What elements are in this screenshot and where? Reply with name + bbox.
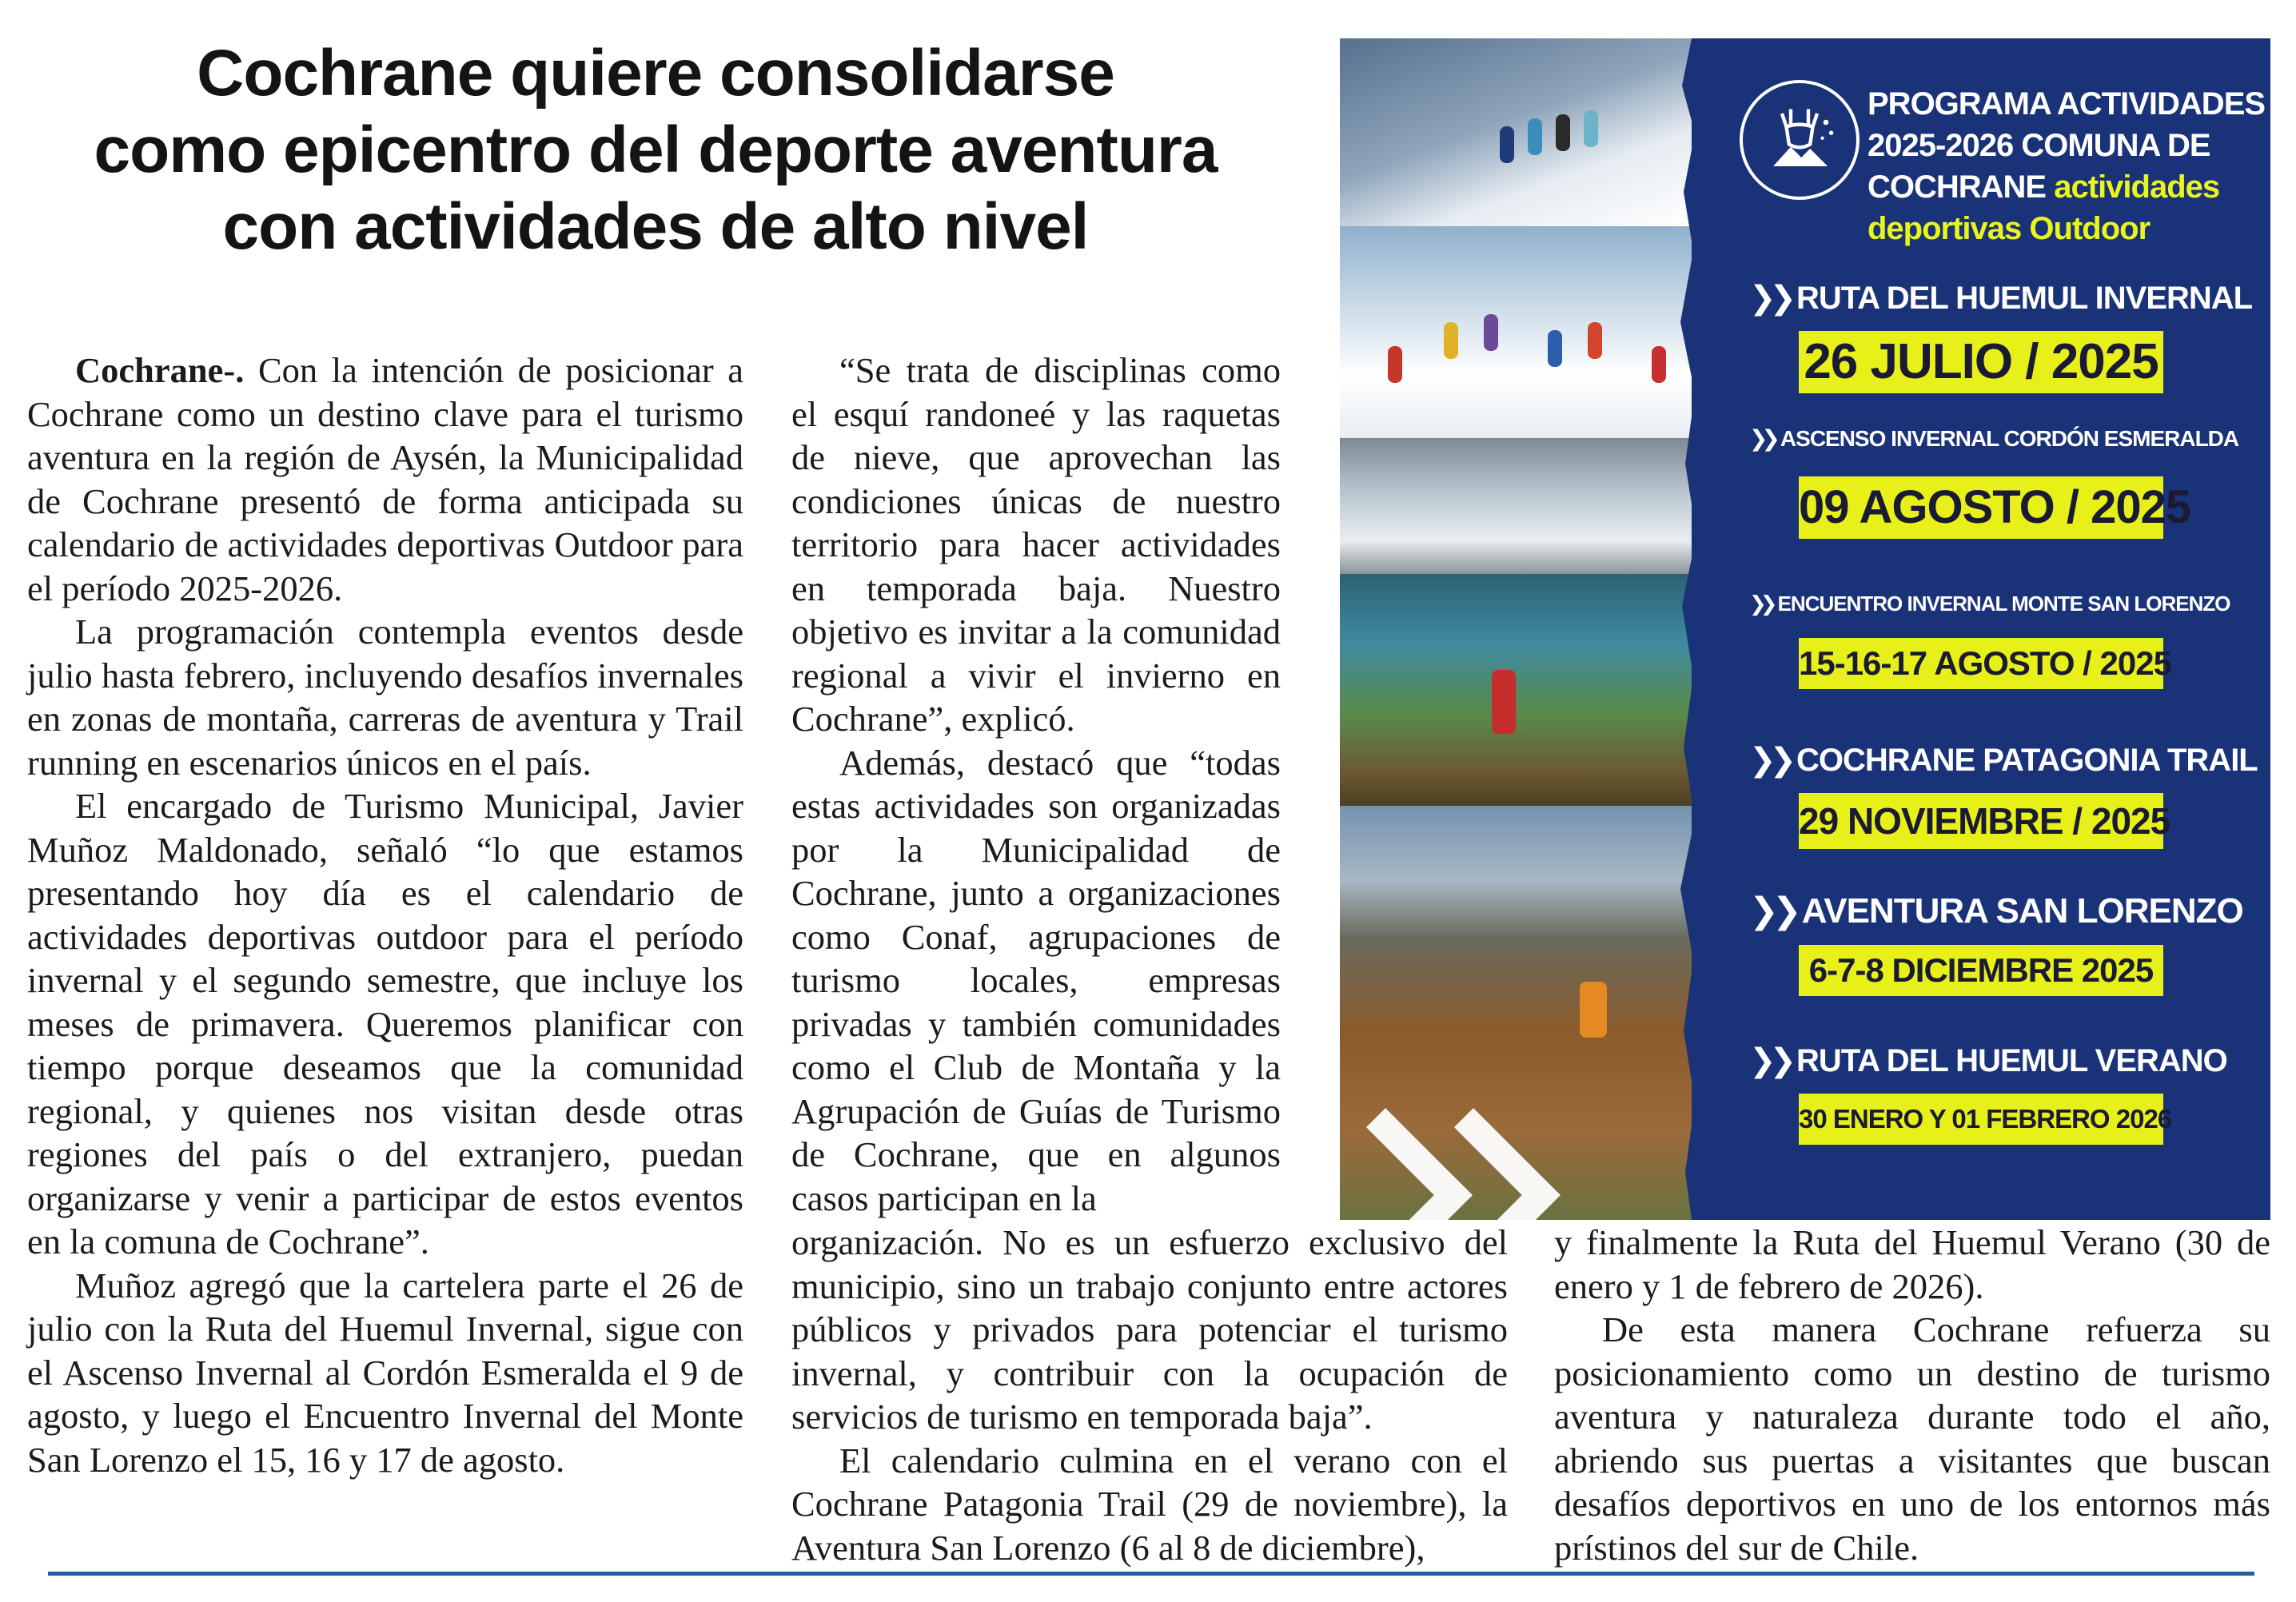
poster-title-cochrane: COCHRANE	[1867, 169, 2047, 205]
poster-title-subline: deportivas Outdoor	[1867, 211, 2151, 246]
event-name-text: COCHRANE PATAGONIA TRAIL	[1796, 743, 2258, 778]
article-paragraph: organización. No es un esfuerzo exclusivo del municipio, sino un trabajo conjunto entre actores públicos y privados para potenciar el turismo invernal, y contribuir con la ocupación de servicios de turismo en temporada baja”.	[791, 1222, 1508, 1437]
poster-title-line	[1867, 166, 2259, 208]
skier-figure	[1548, 330, 1562, 367]
event-date-5: 6-7-8 DICIEMBRE 2025	[1799, 945, 2163, 996]
double-arrow-icon: ❯❯	[1749, 281, 1791, 316]
article-paragraph: y finalmente la Ruta del Huemul Verano (30 de enero y 1 de febrero de 2026).	[1554, 1222, 2270, 1306]
article-paragraph: Muñoz agregó que la cartelera parte el 26 de julio con la Ruta del Huemul Invernal, sigue con el Ascenso Invernal al Cordón Esmeralda el 9 de agosto, y luego el Encuentro Invernal del Monte San Lorenzo el 15, 16 y 17 de agosto.	[27, 1265, 743, 1480]
article-paragraph: “Se trata de disciplinas como el esquí randoneé y las raquetas de nieve, que aprovechan las condiciones únicas de nuestro territorio para hacer actividades en temporada baja. Nuestro objetivo es invitar a la comunidad regional a vivir el invierno en Cochrane”, explicó.	[791, 350, 1281, 739]
event-date-6: 30 ENERO Y 01 FEBRERO 2026	[1799, 1094, 2163, 1145]
double-arrow-icon: ❯❯	[1749, 891, 1796, 931]
photo-trail-runner	[1340, 574, 1692, 806]
runner-figure	[1492, 670, 1516, 734]
event-name-text: RUTA DEL HUEMUL VERANO	[1796, 1043, 2227, 1078]
poster-title	[1867, 83, 2266, 249]
article-paragraph: El calendario culmina en el verano con el Cochrane Patagonia Trail (29 de noviembre), la Aventura San Lorenzo (6 al 8 de diciembre),	[791, 1440, 1508, 1568]
skier-figure	[1484, 314, 1498, 351]
event-name-text: ENCUENTRO INVERNAL MONTE SAN LORENZO	[1777, 592, 2230, 616]
event-name-3	[1749, 592, 2261, 616]
photo-ski-group	[1340, 226, 1692, 438]
article-column-2-top	[791, 349, 1281, 1220]
hiker-figure	[1500, 126, 1514, 163]
huemul-logo-icon	[1756, 96, 1844, 184]
event-date-3: 15-16-17 AGOSTO / 2025	[1799, 638, 2163, 689]
article-lead: Cochrane-.	[75, 350, 245, 390]
municipality-logo	[1740, 80, 1860, 200]
event-name-text: RUTA DEL HUEMUL INVERNAL	[1796, 281, 2253, 316]
photo-mountain-bike	[1340, 806, 1692, 1220]
event-date-1: 26 JULIO / 2025	[1799, 331, 2163, 393]
activities-poster	[1340, 38, 2270, 1220]
headline	[24, 35, 1287, 265]
hiker-figure	[1528, 118, 1542, 155]
article-paragraph: Además, destacó que “todas estas actividades son organizadas por la Municipalidad de Cochrane, junto a organizaciones como Conaf, agrupaciones de turismo locales, empresas privadas y también comunidades como el Club de Montaña y la Agrupación de Guías de Turismo de Cochrane, que en algunos casos participan en la	[791, 742, 1281, 1218]
photo-glacier	[1340, 438, 1692, 574]
cyclist-figure	[1580, 982, 1607, 1038]
double-arrow-icon: ❯❯	[1749, 426, 1774, 451]
double-arrow-icon: ❯❯	[1749, 1043, 1791, 1078]
skier-figure	[1588, 322, 1602, 359]
hiker-figure	[1584, 110, 1598, 147]
skier-figure	[1388, 346, 1402, 383]
event-name-2	[1749, 425, 2261, 452]
event-name-4	[1749, 742, 2261, 779]
article-paragraph	[27, 349, 743, 610]
double-arrow-icon: ❯❯	[1749, 743, 1791, 778]
event-name-text: ASCENSO INVERNAL CORDÓN ESMERALDA	[1780, 426, 2239, 451]
poster-title-line: PROGRAMA ACTIVIDADES	[1867, 86, 2266, 122]
poster-title-highlight: actividades	[2054, 169, 2220, 205]
headline-line-1: Cochrane quiere consolidarse	[197, 37, 1114, 110]
article-paragraph: La programación contempla eventos desde julio hasta febrero, incluyendo desafíos invernales en zonas de montaña, carreras de aventura y Trail running en escenarios únicos en el país.	[27, 612, 743, 783]
poster-photo-strip	[1340, 38, 1692, 1220]
article-column-1	[27, 349, 743, 1481]
hiker-figure	[1556, 114, 1570, 151]
article-paragraph: El encargado de Turismo Municipal, Javier Muñoz Maldonado, señaló “lo que estamos presentando hoy día es el calendario de actividades deportivas outdoor para el período invernal y el segundo semestre, que incluye los meses de primavera. Queremos planificar con tiempo porque deseamos que la comunidad regional, y quienes nos visitan desde otras regiones del país o del extranjero, puedan organizarse y venir a participar de estos eventos en la comuna de Cochrane”.	[27, 786, 743, 1261]
event-name-5	[1749, 891, 2261, 931]
event-date-4: 29 NOVIEMBRE / 2025	[1799, 793, 2163, 849]
article-paragraph: De esta manera Cochrane refuerza su posicionamiento como un destino de turismo aventura y naturaleza durante todo el año, abriendo sus puertas a visitantes que buscan desafíos deportivos en uno de los entornos más prístinos del sur de Chile.	[1554, 1309, 2270, 1568]
event-name-text: AVENTURA SAN LORENZO	[1801, 891, 2243, 931]
double-arrow-icon: ❯❯	[1749, 592, 1772, 616]
headline-line-3: con actividades de alto nivel	[222, 190, 1089, 263]
skier-figure	[1652, 346, 1666, 383]
article-column-2-bottom	[791, 1221, 1508, 1569]
headline-line-2: como epicentro del deporte aventura	[94, 114, 1218, 186]
poster-title-line: 2025-2026 COMUNA DE	[1867, 128, 2210, 163]
event-name-1	[1749, 280, 2261, 317]
page-bottom-rule	[48, 1572, 2254, 1576]
photo-snow-hikers	[1340, 38, 1692, 226]
event-date-2: 09 AGOSTO / 2025	[1799, 476, 2163, 539]
article-column-3	[1554, 1221, 2270, 1569]
skier-figure	[1444, 322, 1458, 359]
article-paragraph-text: Con la intención de posicionar a Cochrane como un destino clave para el turismo aventura en la región de Aysén, la Municipalidad de Cochrane presentó de forma anticipada su calendario de actividades deportivas Outdoor para el período 2025-2026.	[27, 350, 743, 608]
event-name-6	[1749, 1042, 2261, 1079]
